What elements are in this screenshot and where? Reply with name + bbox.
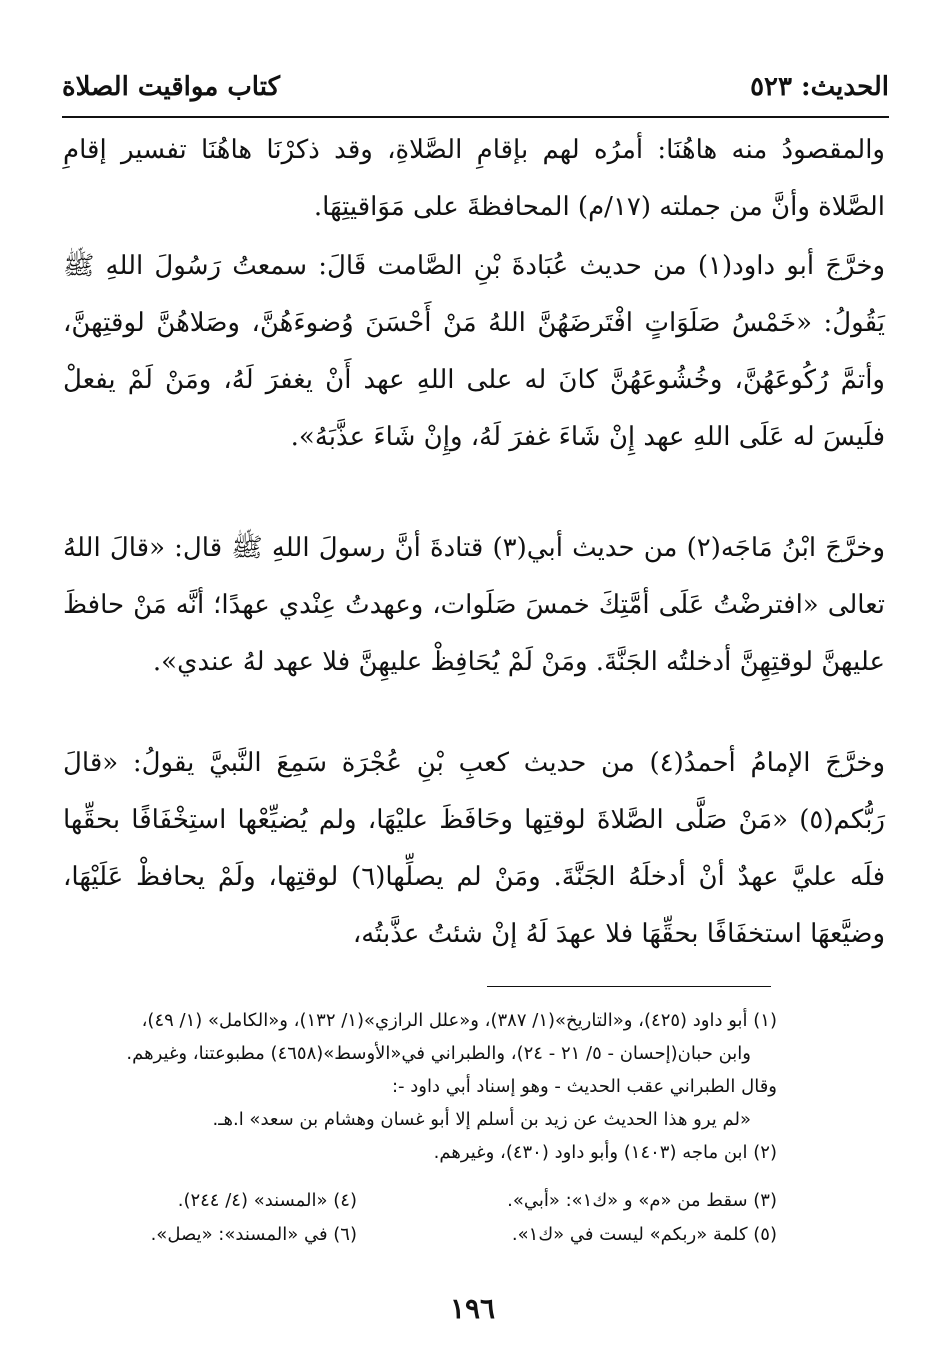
book-title: كتاب مواقيت الصلاة — [62, 72, 280, 102]
body-paragraph-3: وخرَّجَ ابْنُ مَاجَه(٢) من حديث أبي(٣) قتادةَ أنَّ رسولَ اللهِ ﷺ قال: «قالَ اللهُ تعالى «افترضْتُ عَلَى أمَّتِكَ خمسَ صَلَوات، وعهدتُ عِنْدي عهدًا؛ أنَّه مَنْ حافظَ عليهنَّ لوقتِهِنَّ أدخلتُه الجَنَّةَ. ومَنْ لَمْ يُحَافِظْ عليهِنَّ فلا عهد لهُ عندي». — [63, 533, 885, 677]
footnote-5: (٥) كلمة «ربكم» ليست في «ك١». — [511, 1224, 777, 1245]
footnotes-block — [77, 1004, 777, 1169]
footnotes-columns — [77, 1184, 777, 1252]
header-rule — [62, 116, 889, 118]
running-header — [62, 72, 889, 112]
footnote-1-line-4: «لم يرو هذا الحديث عن زيد بن أسلم إلا أبو غسان وهشام بن سعد» ا.هـ. — [212, 1109, 751, 1130]
footnote-row — [77, 1218, 777, 1252]
page-number: ١٩٦ — [449, 1292, 496, 1325]
footnote-separator — [487, 986, 771, 987]
body-paragraph-1: والمقصودُ منه هاهُنَا: أمرُه لهم بإقامِ الصَّلاةِ، وقد ذكرْنَا هاهُنَا تفسير إقامِ الصَّلاة وأنَّ من جملته (١٧/م) المحافظةَ على مَوَاقيتِهَا. — [63, 135, 885, 222]
footnote-2: (٢) ابن ماجه (١٤٠٣) وأبو داود (٤٣٠)، وغيرهم. — [433, 1142, 777, 1163]
footnote-1-line-2: وابن حبان(إحسان - ٥/ ٢١ - ٢٤)، والطبراني في«الأوسط»(٤٦٥٨) مطبوعتنا، وغيرهم. — [126, 1043, 751, 1064]
footnote-4: (٤) «المسند» (٤/ ٢٤٤). — [177, 1190, 357, 1211]
body-paragraph-4: وخرَّجَ الإمامُ أحمدُ(٤) من حديث كعبِ بْنِ عُجْرَة سَمِعَ النَّبيَّ يقولُ: «قالَ رَبُّكم(٥) «مَنْ صَلَّى الصَّلاةَ لوقتِها وحَافَظَ عليْهَا، ولم يُضيِّعْها استِخْفَافًا بحقِّها فلَه عليَّ عهدٌ أنْ أدخلَهُ الجَنَّةَ. ومَنْ لم يصلِّها(٦) لوقتِها، ولَمْ يحافظْ عَلَيْهَا، وضيَّعهَا استخفَافًا بحقِّهَا فلا عهدَ لَهُ إنْ شئتُ عذَّبتُه، — [63, 748, 886, 949]
hadith-number-label: الحديث: ٥٢٣ — [750, 72, 889, 102]
footnote-1-line-3: وقال الطبراني عقب الحديث - وهو إسناد أبي داود -: — [391, 1076, 777, 1097]
footnote-6: (٦) في «المسند»: «يصل». — [150, 1224, 357, 1245]
footnote-row — [77, 1184, 777, 1218]
footnote-1-line-1: (١) أبو داود (٤٢٥)، و«التاريخ»(١/ ٣٨٧)، و«علل الرازي»(١/ ١٣٢)، و«الكامل» (١/ ٤٩)، — [141, 1010, 777, 1031]
body-paragraph-2: وخرَّجَ أبو داود(١) من حديث عُبَادةَ بْنِ الصَّامت قَالَ: سمعتُ رَسُولَ اللهِ ﷺ يَقُولُ: «خَمْسُ صَلَوَاتٍ افْتَرضَهُنَّ اللهُ مَنْ أَحْسَنَ وُضوءَهُنَّ، وصَلاهُنَّ لوقتِهنَّ، وأتمَّ رُكُوعَهُنَّ، وخُشُوعَهُنَّ كانَ له على اللهِ عهد أَنْ يغفرَ لَهُ، ومَنْ لَمْ يفعلْ فلَيسَ له عَلَى اللهِ عهد إِنْ شَاءَ غفرَ لَهُ، وإِنْ شَاءَ عذَّبَهُ». — [63, 251, 885, 452]
footnote-3: (٣) سقط من «م» و «ك١»: «أبي». — [507, 1190, 777, 1211]
